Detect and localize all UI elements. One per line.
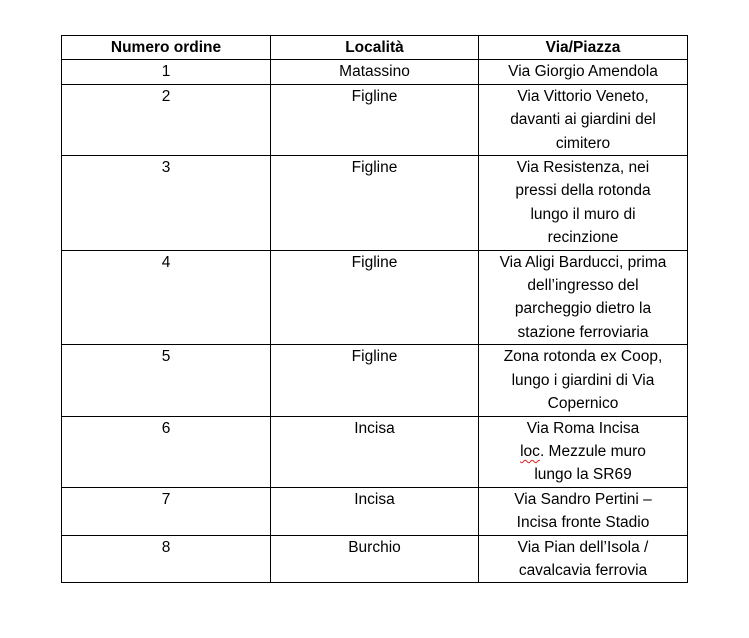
table-row xyxy=(62,250,688,345)
table-row xyxy=(62,60,688,84)
cell-via: Via Vittorio Veneto, davanti ai giardini del cimitero xyxy=(479,84,688,155)
table-row xyxy=(62,416,688,487)
cell-localita: Figline xyxy=(271,156,479,251)
table-row xyxy=(62,156,688,251)
cell-localita: Figline xyxy=(271,250,479,345)
cell-via-rest: . Mezzule muro lungo la SR69 xyxy=(534,442,646,484)
table-row xyxy=(62,84,688,155)
table-row xyxy=(62,487,688,535)
header-numero-ordine: Numero ordine xyxy=(62,36,271,60)
cell-localita: Incisa xyxy=(271,487,479,535)
cell-numero: 3 xyxy=(62,156,271,251)
cell-localita: Matassino xyxy=(271,60,479,84)
cell-via: Via Sandro Pertini – Incisa fronte Stadio xyxy=(479,487,688,535)
header-via-piazza: Via/Piazza xyxy=(479,36,688,60)
cell-via: Via Giorgio Amendola xyxy=(479,60,688,84)
cell-numero: 5 xyxy=(62,345,271,416)
header-localita: Località xyxy=(271,36,479,60)
cell-localita: Burchio xyxy=(271,535,479,583)
cell-localita: Figline xyxy=(271,84,479,155)
table-row xyxy=(62,345,688,416)
cell-numero: 2 xyxy=(62,84,271,155)
cell-localita: Figline xyxy=(271,345,479,416)
locations-table xyxy=(61,35,688,583)
cell-localita: Incisa xyxy=(271,416,479,487)
cell-via: Via Aligi Barducci, prima dell’ingresso del parcheggio dietro la stazione ferroviaria xyxy=(479,250,688,345)
cell-numero: 7 xyxy=(62,487,271,535)
cell-via xyxy=(479,416,688,487)
cell-via: Zona rotonda ex Coop, lungo i giardini di Via Copernico xyxy=(479,345,688,416)
cell-via-line: Via Roma Incisa xyxy=(526,419,640,437)
cell-numero: 4 xyxy=(62,250,271,345)
cell-numero: 1 xyxy=(62,60,271,84)
cell-via: Via Resistenza, nei pressi della rotonda lungo il muro di recinzione xyxy=(479,156,688,251)
cell-numero: 6 xyxy=(62,416,271,487)
spellcheck-underlined-word: loc xyxy=(520,442,540,460)
cell-numero: 8 xyxy=(62,535,271,583)
table-row xyxy=(62,535,688,583)
header-row xyxy=(62,36,688,60)
cell-via: Via Pian dell’Isola / cavalcavia ferrovia xyxy=(479,535,688,583)
